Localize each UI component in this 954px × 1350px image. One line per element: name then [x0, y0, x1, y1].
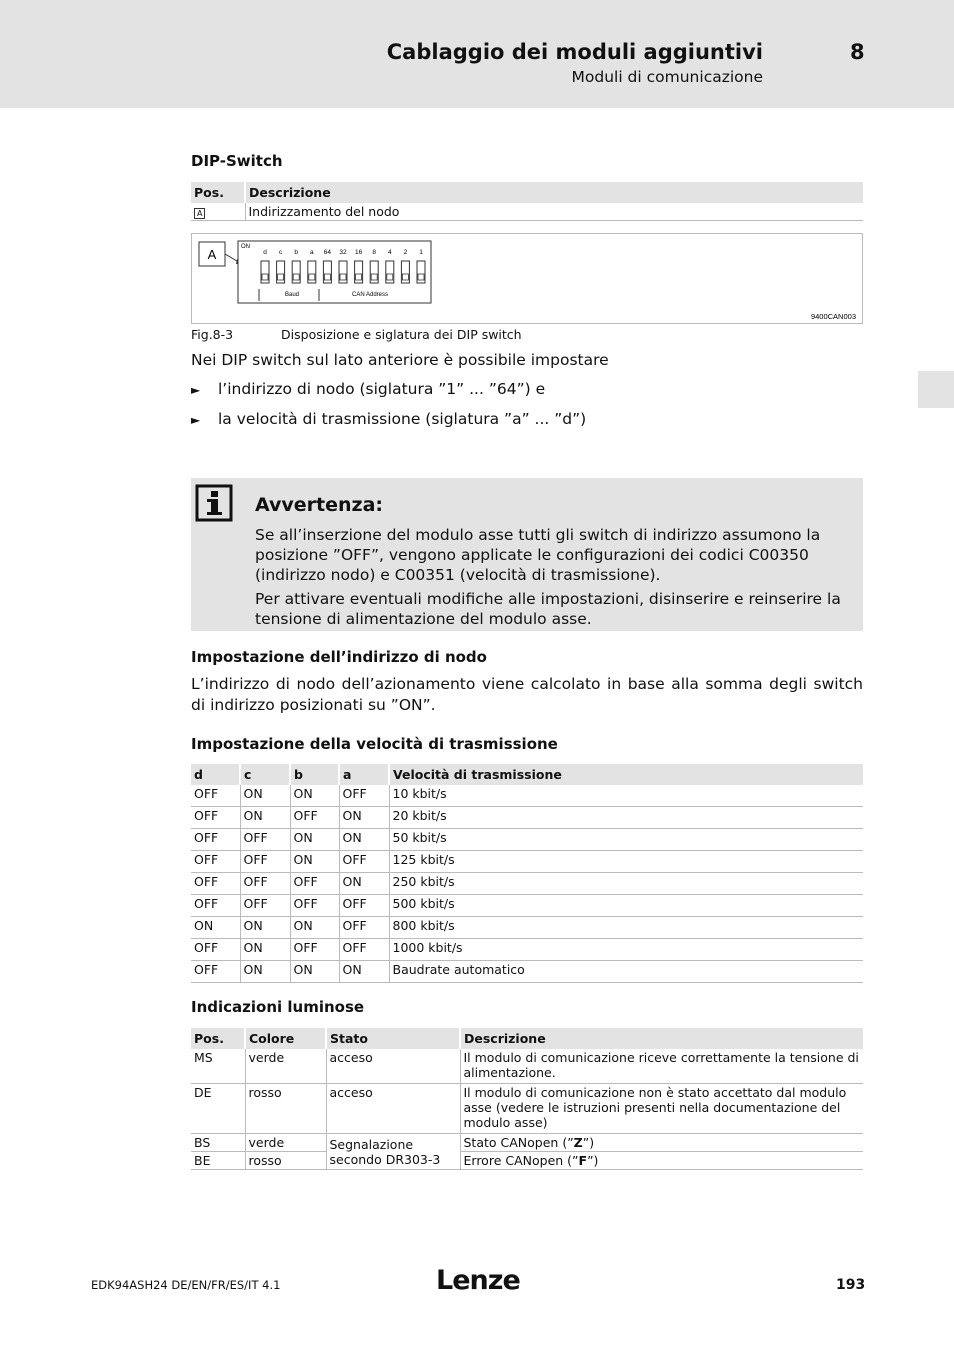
switch-state-cell: ON — [339, 961, 389, 983]
led-desc: Il modulo di comunicazione riceve correttamente la tensione di alimentazione. — [460, 1049, 863, 1084]
baud-title: Impostazione della velocità di trasmissione — [191, 735, 558, 753]
chapter-tab-marker — [918, 371, 954, 408]
switch-state-cell: OFF — [339, 917, 389, 939]
switch-state-cell: OFF — [191, 873, 240, 895]
switch-state-cell: ON — [290, 851, 339, 873]
switch-label: d — [263, 249, 267, 256]
switch-state-cell: ON — [339, 807, 389, 829]
switch-state-cell: OFF — [240, 851, 290, 873]
switch-state-cell: OFF — [191, 807, 240, 829]
bullet-text: la velocità di trasmissione (siglatura ”a” ... ”d”) — [218, 410, 587, 428]
led-state: acceso — [326, 1084, 460, 1134]
switch-state-cell: ON — [240, 961, 290, 983]
bullet-text: l’indirizzo di nodo (siglatura ”1” ... ”64”) e — [218, 380, 546, 398]
col-b: b — [290, 764, 339, 785]
figure-caption — [191, 327, 522, 342]
can-address-group-label: CAN Address — [351, 292, 389, 298]
dip-intro-text: Nei DIP switch sul lato anteriore è possibile impostare — [191, 351, 609, 369]
desc-suffix: ”) — [587, 1153, 599, 1168]
pos-a-marker: A — [194, 208, 205, 219]
desc-suffix: ”) — [582, 1135, 595, 1150]
dip-pos-table — [191, 182, 863, 221]
switch-state-cell: OFF — [240, 895, 290, 917]
page-header — [0, 0, 954, 108]
switch-label: c — [278, 249, 283, 256]
switch-state-cell: OFF — [191, 961, 240, 983]
switch-state-cell: ON — [290, 961, 339, 983]
table-row — [191, 785, 863, 807]
baud-rate-cell: Baudrate automatico — [389, 961, 863, 983]
baud-rate-cell: 1000 kbit/s — [389, 939, 863, 961]
note-title: Avvertenza: — [255, 494, 384, 516]
led-color: verde — [245, 1134, 326, 1152]
switch-state-cell: OFF — [339, 895, 389, 917]
desc-cell: Indirizzamento del nodo — [245, 203, 863, 221]
led-desc — [460, 1134, 863, 1152]
baud-rate-cell: 500 kbit/s — [389, 895, 863, 917]
switch-state-cell: OFF — [339, 851, 389, 873]
switch-state-cell: OFF — [191, 829, 240, 851]
switch-label: b — [294, 249, 299, 256]
switch-label: 2 — [403, 249, 408, 256]
switch-label: 8 — [372, 249, 377, 256]
caption-number: Fig.8-3 — [191, 327, 234, 342]
desc-code: Z — [573, 1135, 583, 1150]
switch-label: 1 — [419, 249, 423, 256]
switch-state-cell: OFF — [240, 873, 290, 895]
lenze-logo: Lenze — [436, 1265, 520, 1296]
chapter-number: 8 — [850, 40, 865, 64]
note-paragraph-2: Per attivare eventuali modifiche alle impostazioni, disinserire e reinserire la tensione di alimentazione del modulo asse. — [255, 590, 841, 628]
baud-rate-cell: 250 kbit/s — [389, 873, 863, 895]
switch-state-cell: OFF — [290, 807, 339, 829]
table-row — [191, 1049, 863, 1084]
switch-state-cell: OFF — [339, 939, 389, 961]
table-row — [191, 1084, 863, 1134]
table-row — [191, 917, 863, 939]
switch-state-cell: ON — [240, 917, 290, 939]
switch-label: 4 — [387, 249, 392, 256]
col-velocita: Velocità di trasmissione — [389, 764, 863, 785]
switch-state-cell: ON — [339, 873, 389, 895]
baud-rate-cell: 125 kbit/s — [389, 851, 863, 873]
table-row — [191, 895, 863, 917]
switch-label: a — [309, 249, 314, 256]
figure-label-a: A — [207, 247, 217, 262]
switch-state-cell: ON — [240, 807, 290, 829]
leds-title: Indicazioni luminose — [191, 998, 365, 1016]
chapter-subtitle: Moduli di comunicazione — [571, 68, 763, 86]
switch-state-cell: ON — [240, 785, 290, 807]
col-stato: Stato — [326, 1028, 460, 1049]
desc-prefix: Stato CANopen (” — [463, 1135, 574, 1150]
table-row — [191, 851, 863, 873]
led-color: rosso — [245, 1152, 326, 1170]
led-pos: BS — [191, 1134, 245, 1152]
led-desc — [460, 1152, 863, 1170]
baud-rate-cell: 20 kbit/s — [389, 807, 863, 829]
col-colore: Colore — [245, 1028, 326, 1049]
switch-state-cell: OFF — [191, 851, 240, 873]
figure-code: 9400CAN003 — [810, 312, 856, 321]
col-c: c — [240, 764, 290, 785]
node-address-title: Impostazione dell’indirizzo di nodo — [191, 648, 487, 666]
switch-state-cell: OFF — [290, 873, 339, 895]
led-pos: MS — [191, 1049, 245, 1084]
caption-text: Disposizione e siglatura dei DIP switch — [281, 327, 522, 342]
switch-state-cell: OFF — [191, 939, 240, 961]
chapter-title: Cablaggio dei moduli aggiuntivi — [386, 40, 763, 64]
led-table — [191, 1028, 863, 1170]
switch-state-cell: OFF — [191, 785, 240, 807]
bullet-arrow-icon: ► — [191, 413, 201, 427]
col-a: a — [339, 764, 389, 785]
col-descrizione: Descrizione — [245, 182, 863, 203]
bullet-item — [191, 380, 545, 398]
switch-state-cell: OFF — [290, 895, 339, 917]
note-box — [191, 478, 863, 631]
table-row — [191, 1152, 863, 1170]
footer-doc-id: EDK94ASH24 DE/EN/FR/ES/IT 4.1 — [91, 1278, 281, 1292]
switch-label: 32 — [339, 249, 347, 256]
table-row — [191, 1134, 863, 1152]
switch-state-cell: OFF — [240, 829, 290, 851]
switch-label: 64 — [323, 249, 332, 256]
page-number: 193 — [836, 1277, 866, 1293]
switch-state-cell: ON — [191, 917, 240, 939]
table-row — [191, 829, 863, 851]
table-row — [191, 807, 863, 829]
led-pos: DE — [191, 1084, 245, 1134]
switch-state-cell: OFF — [339, 785, 389, 807]
table-row — [191, 939, 863, 961]
led-state: Segnalazione secondo DR303-3 — [326, 1134, 460, 1170]
dip-switch-diagram — [192, 234, 862, 322]
col-d: d — [191, 764, 240, 785]
switch-state-cell: ON — [339, 829, 389, 851]
info-icon — [195, 484, 235, 524]
switch-state-cell: ON — [240, 939, 290, 961]
col-descrizione: Descrizione — [460, 1028, 863, 1049]
switch-state-cell: ON — [290, 829, 339, 851]
baud-rate-table — [191, 764, 863, 983]
switch-state-cell: OFF — [290, 939, 339, 961]
baud-group-label: Baud — [284, 292, 300, 298]
bullet-arrow-icon: ► — [191, 383, 201, 397]
baud-rate-cell: 10 kbit/s — [389, 785, 863, 807]
col-pos: Pos. — [191, 182, 245, 203]
desc-prefix: Errore CANopen (” — [463, 1153, 579, 1168]
col-pos: Pos. — [191, 1028, 245, 1049]
on-label: ON — [241, 244, 250, 250]
dip-switch-figure — [191, 233, 863, 324]
led-color: verde — [245, 1049, 326, 1084]
led-state: acceso — [326, 1049, 460, 1084]
note-paragraph-1: Se all’inserzione del modulo asse tutti gli switch di indirizzo assumono la posizione ”OFF”, vengono applicate le configurazioni dei codici C00350 (indirizzo nodo) e C00351 (velocità di trasmissione). — [255, 526, 821, 584]
switch-state-cell: ON — [290, 785, 339, 807]
led-desc: Il modulo di comunicazione non è stato accettato dal modulo asse (vedere le istruzioni presenti nella documentazione del modulo asse) — [460, 1084, 863, 1134]
switch-label: 16 — [354, 249, 363, 256]
node-address-text: L’indirizzo di nodo dell’azionamento viene calcolato in base alla somma degli switch di indirizzo posizionati su ”ON”. — [191, 675, 863, 714]
desc-code: F — [578, 1153, 588, 1168]
baud-rate-cell: 50 kbit/s — [389, 829, 863, 851]
dip-switch-title: DIP-Switch — [191, 152, 283, 170]
table-row — [191, 961, 863, 983]
baud-rate-cell: 800 kbit/s — [389, 917, 863, 939]
switch-state-cell: OFF — [191, 895, 240, 917]
pos-cell — [191, 203, 245, 221]
bullet-item — [191, 410, 586, 428]
table-row — [191, 873, 863, 895]
led-color: rosso — [245, 1084, 326, 1134]
led-pos: BE — [191, 1152, 245, 1170]
switch-state-cell: ON — [290, 917, 339, 939]
